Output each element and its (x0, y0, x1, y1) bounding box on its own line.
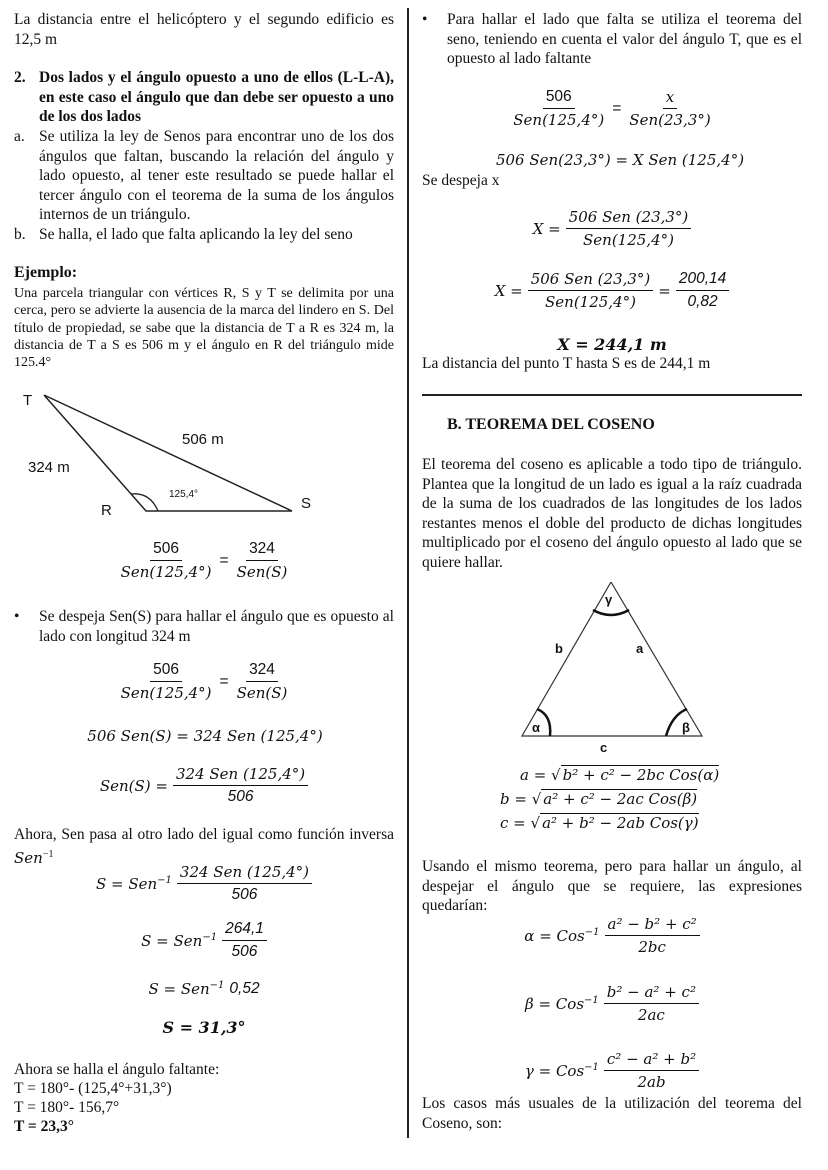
exponent: −1 (584, 926, 600, 938)
exponent: −1 (209, 980, 225, 991)
inverse-symbol: Sen (14, 848, 43, 867)
case-title: Dos lados y el ángulo opuesto a uno de ellos (L-L-A), en este caso el ángulo que dan debe ser opuesto a uno de los dos lados (39, 69, 394, 125)
column-divider (407, 8, 409, 1138)
exponent: −1 (202, 931, 218, 943)
case-2-heading (14, 68, 394, 127)
equation-s-result: S = 31,3° (162, 1018, 246, 1037)
equation-right-cross: 506 Sen(23,3°) = X Sen (125,4°) (495, 151, 745, 169)
denominator: Sen(S) (236, 684, 288, 702)
denominator: 506 (227, 788, 254, 805)
equation-sine-law-2 (14, 661, 394, 702)
bullet-text: Para hallar el lado que falta se utiliza el teorema del seno, teniendo en cuenta el valor del ángulo T, que es el opuesto al lado faltante (447, 11, 802, 67)
side-c-label: c (600, 740, 608, 755)
lhs: b = (500, 790, 527, 808)
numerator: 324 (246, 540, 278, 561)
lhs: X = (532, 219, 561, 238)
denominator: Sen(125,4°) (583, 231, 674, 249)
radicand: a² + c² − 2ac Cos(β) (543, 790, 698, 808)
denominator: 0,82 (687, 293, 718, 310)
numerator: 506 (543, 88, 575, 109)
inverse-text-body: Ahora, Sen pasa al otro lado del igual como función inversa (14, 826, 394, 843)
inverse-exponent: −1 (42, 848, 54, 860)
numerator: 324 (246, 661, 278, 682)
exponent: −1 (157, 874, 172, 886)
lhs: β = Cos (525, 994, 585, 1013)
numerator: 264,1 (222, 920, 267, 941)
numerator: 200,14 (676, 270, 729, 291)
bullet-text: Se despeja Sen(S) para hallar el ángulo que es opuesto al lado con longitud 324 m (39, 608, 394, 645)
section-b-title: B. TEOREMA DEL COSENO (447, 416, 655, 433)
law-c: c = √ a² + b² − 2ab Cos(γ) (500, 814, 699, 832)
lhs: α = Cos (524, 926, 585, 945)
rhs: 0,52 (229, 980, 260, 997)
example-title: Ejemplo: (14, 264, 78, 281)
side-ts-label: 506 m (182, 431, 224, 448)
side-a-label: a (636, 641, 644, 656)
triangle-rst-figure (14, 388, 334, 523)
numerator: 324 Sen (125,4°) (173, 765, 308, 786)
numerator: a² − b² + c² (605, 915, 700, 936)
numerator: c² − a² + b² (604, 1050, 699, 1071)
equals: = (612, 99, 622, 117)
triangle-outline (44, 395, 292, 511)
denominator: Sen(125,4°) (120, 563, 212, 581)
bullet-icon: • (14, 608, 20, 625)
law-of-cosines (500, 766, 719, 838)
bullet-lado-faltante (422, 10, 802, 69)
bullet-icon: • (422, 11, 428, 28)
equation-gamma (422, 1050, 802, 1091)
denominator: Sen(125,4°) (513, 111, 605, 129)
numerator: 506 Sen (23,3°) (528, 270, 654, 291)
radicand: a² + b² − 2ab Cos(γ) (542, 814, 699, 832)
denominator: 2ac (637, 1006, 665, 1024)
lhs: γ = Cos (524, 1061, 585, 1080)
denominator: Sen(125,4°) (545, 293, 636, 311)
angle-text: Usando el mismo teorema, pero para hallar un ángulo, al despejar el ángulo que se requiere, las expresiones quedarían: (422, 858, 802, 914)
list-item-b (14, 225, 394, 245)
denominator: Sen(S) (236, 563, 288, 581)
equation-s-3 (14, 980, 394, 998)
exponent: −1 (584, 1061, 599, 1073)
denominator: Sen(23,3°) (629, 111, 711, 129)
radicand: b² + c² − 2bc Cos(α) (562, 766, 720, 784)
list-item-a (14, 127, 394, 225)
side-tr-label: 324 m (28, 459, 70, 476)
denominator: Sen(125,4°) (120, 684, 212, 702)
lhs: S = Sen (141, 931, 203, 950)
equals: = (658, 281, 671, 300)
equation-x-2 (422, 270, 802, 311)
numerator: 324 Sen (125,4°) (177, 863, 312, 884)
law-b: b = √ a² + c² − 2ac Cos(β) (500, 790, 698, 808)
list-text: Se halla, el lado que falta aplicando la ley del seno (39, 226, 353, 243)
denominator: 2ab (637, 1073, 666, 1091)
equation-cross-multiply: 506 Sen(S) = 324 Sen (125,4°) (87, 727, 323, 745)
lhs: a = (520, 766, 547, 784)
numerator: x (663, 88, 677, 109)
final-angle-block (14, 1060, 219, 1136)
t-step-2: T = 180°- 156,7° (14, 1099, 120, 1116)
denominator: 506 (231, 943, 258, 960)
lhs: S = Sen (95, 874, 158, 893)
equation-beta (422, 983, 802, 1024)
vertex-r-label: R (101, 502, 112, 519)
equation-x-result: X = 244,1 m (557, 335, 667, 354)
section-b-text: El teorema del coseno es aplicable a todo tipo de triángulo. Plantea que la longitud de un lado es igual a la raíz cuadrada de la suma de los cuadrados de las longitudes de los lados restantes menos el doble del producto de dichas longitudes multiplicado por el coseno del ángulo opuesto al lado que se quiere hallar. (422, 456, 802, 571)
t-step-1: T = 180°- (125,4°+31,3°) (14, 1080, 172, 1097)
exponent: −1 (584, 994, 599, 1006)
example-text: Una parcela triangular con vértices R, S y T se delimita por una cerca, pero se advierte la ausencia de la marca del lindero en S. Del título de propiedad, se sabe que la distancia de T a R es 324 m, la distancia de T a S es 506 m y el ángulo en R del triángulo mide 125.4° (14, 286, 394, 371)
lhs: c = (500, 814, 526, 832)
despeja-text: Se despeja x (422, 172, 500, 189)
inverse-text (14, 825, 394, 868)
lhs: X = (494, 281, 523, 300)
vertex-t-label: T (23, 392, 33, 409)
triangle-abc-figure (500, 582, 740, 757)
result-text: La distancia del punto T hasta S es de 244,1 m (422, 355, 711, 372)
equation-right-sine-law (422, 88, 802, 129)
law-a: a = √ b² + c² − 2bc Cos(α) (520, 766, 720, 784)
bullet-despeja-sen (14, 607, 394, 646)
equation-sen-s (14, 765, 394, 806)
equals: = (219, 672, 229, 690)
equation-x-1 (422, 208, 802, 249)
side-b-label: b (555, 641, 563, 656)
list-marker: a. (14, 128, 25, 145)
t-result: T = 23,3° (14, 1118, 74, 1135)
numerator: 506 (150, 661, 182, 682)
denominator: 2bc (638, 938, 666, 956)
list-marker: b. (14, 226, 26, 243)
lhs: S = Sen (148, 980, 210, 998)
gamma-arc (593, 610, 629, 615)
lhs: Sen(S) = (99, 776, 168, 795)
equation-s-1 (14, 863, 394, 904)
section-divider (422, 394, 802, 396)
closing-text: Los casos más usuales de la utilización del teorema del Coseno, son: (422, 1095, 802, 1132)
angle-r-label: 125,4° (169, 489, 199, 500)
alpha-label: α (532, 720, 540, 735)
numerator: b² − a² + c² (604, 983, 699, 1004)
final-text: Ahora se halla el ángulo faltante: (14, 1061, 220, 1078)
intro-paragraph: La distancia entre el helicóptero y el segundo edificio es 12,5 m (14, 11, 394, 48)
denominator: 506 (231, 886, 258, 903)
equation-sine-law-1 (14, 540, 394, 581)
gamma-label: γ (605, 592, 613, 607)
list-text: Se utiliza la ley de Senos para encontrar uno de los dos ángulos que faltan, buscando la relación del ángulo y lado opuesto, al tener este resultado se puede hallar el tercer ángulo con el teorema de la suma de los ángulos internos de un triángulo. (39, 128, 394, 223)
vertex-s-label: S (301, 495, 312, 512)
numerator: 506 (150, 540, 182, 561)
beta-label: β (682, 720, 690, 735)
equals: = (219, 551, 229, 569)
equation-alpha (422, 915, 802, 956)
equation-s-2 (14, 920, 394, 961)
case-number: 2. (14, 69, 26, 86)
numerator: 506 Sen (23,3°) (566, 208, 692, 229)
